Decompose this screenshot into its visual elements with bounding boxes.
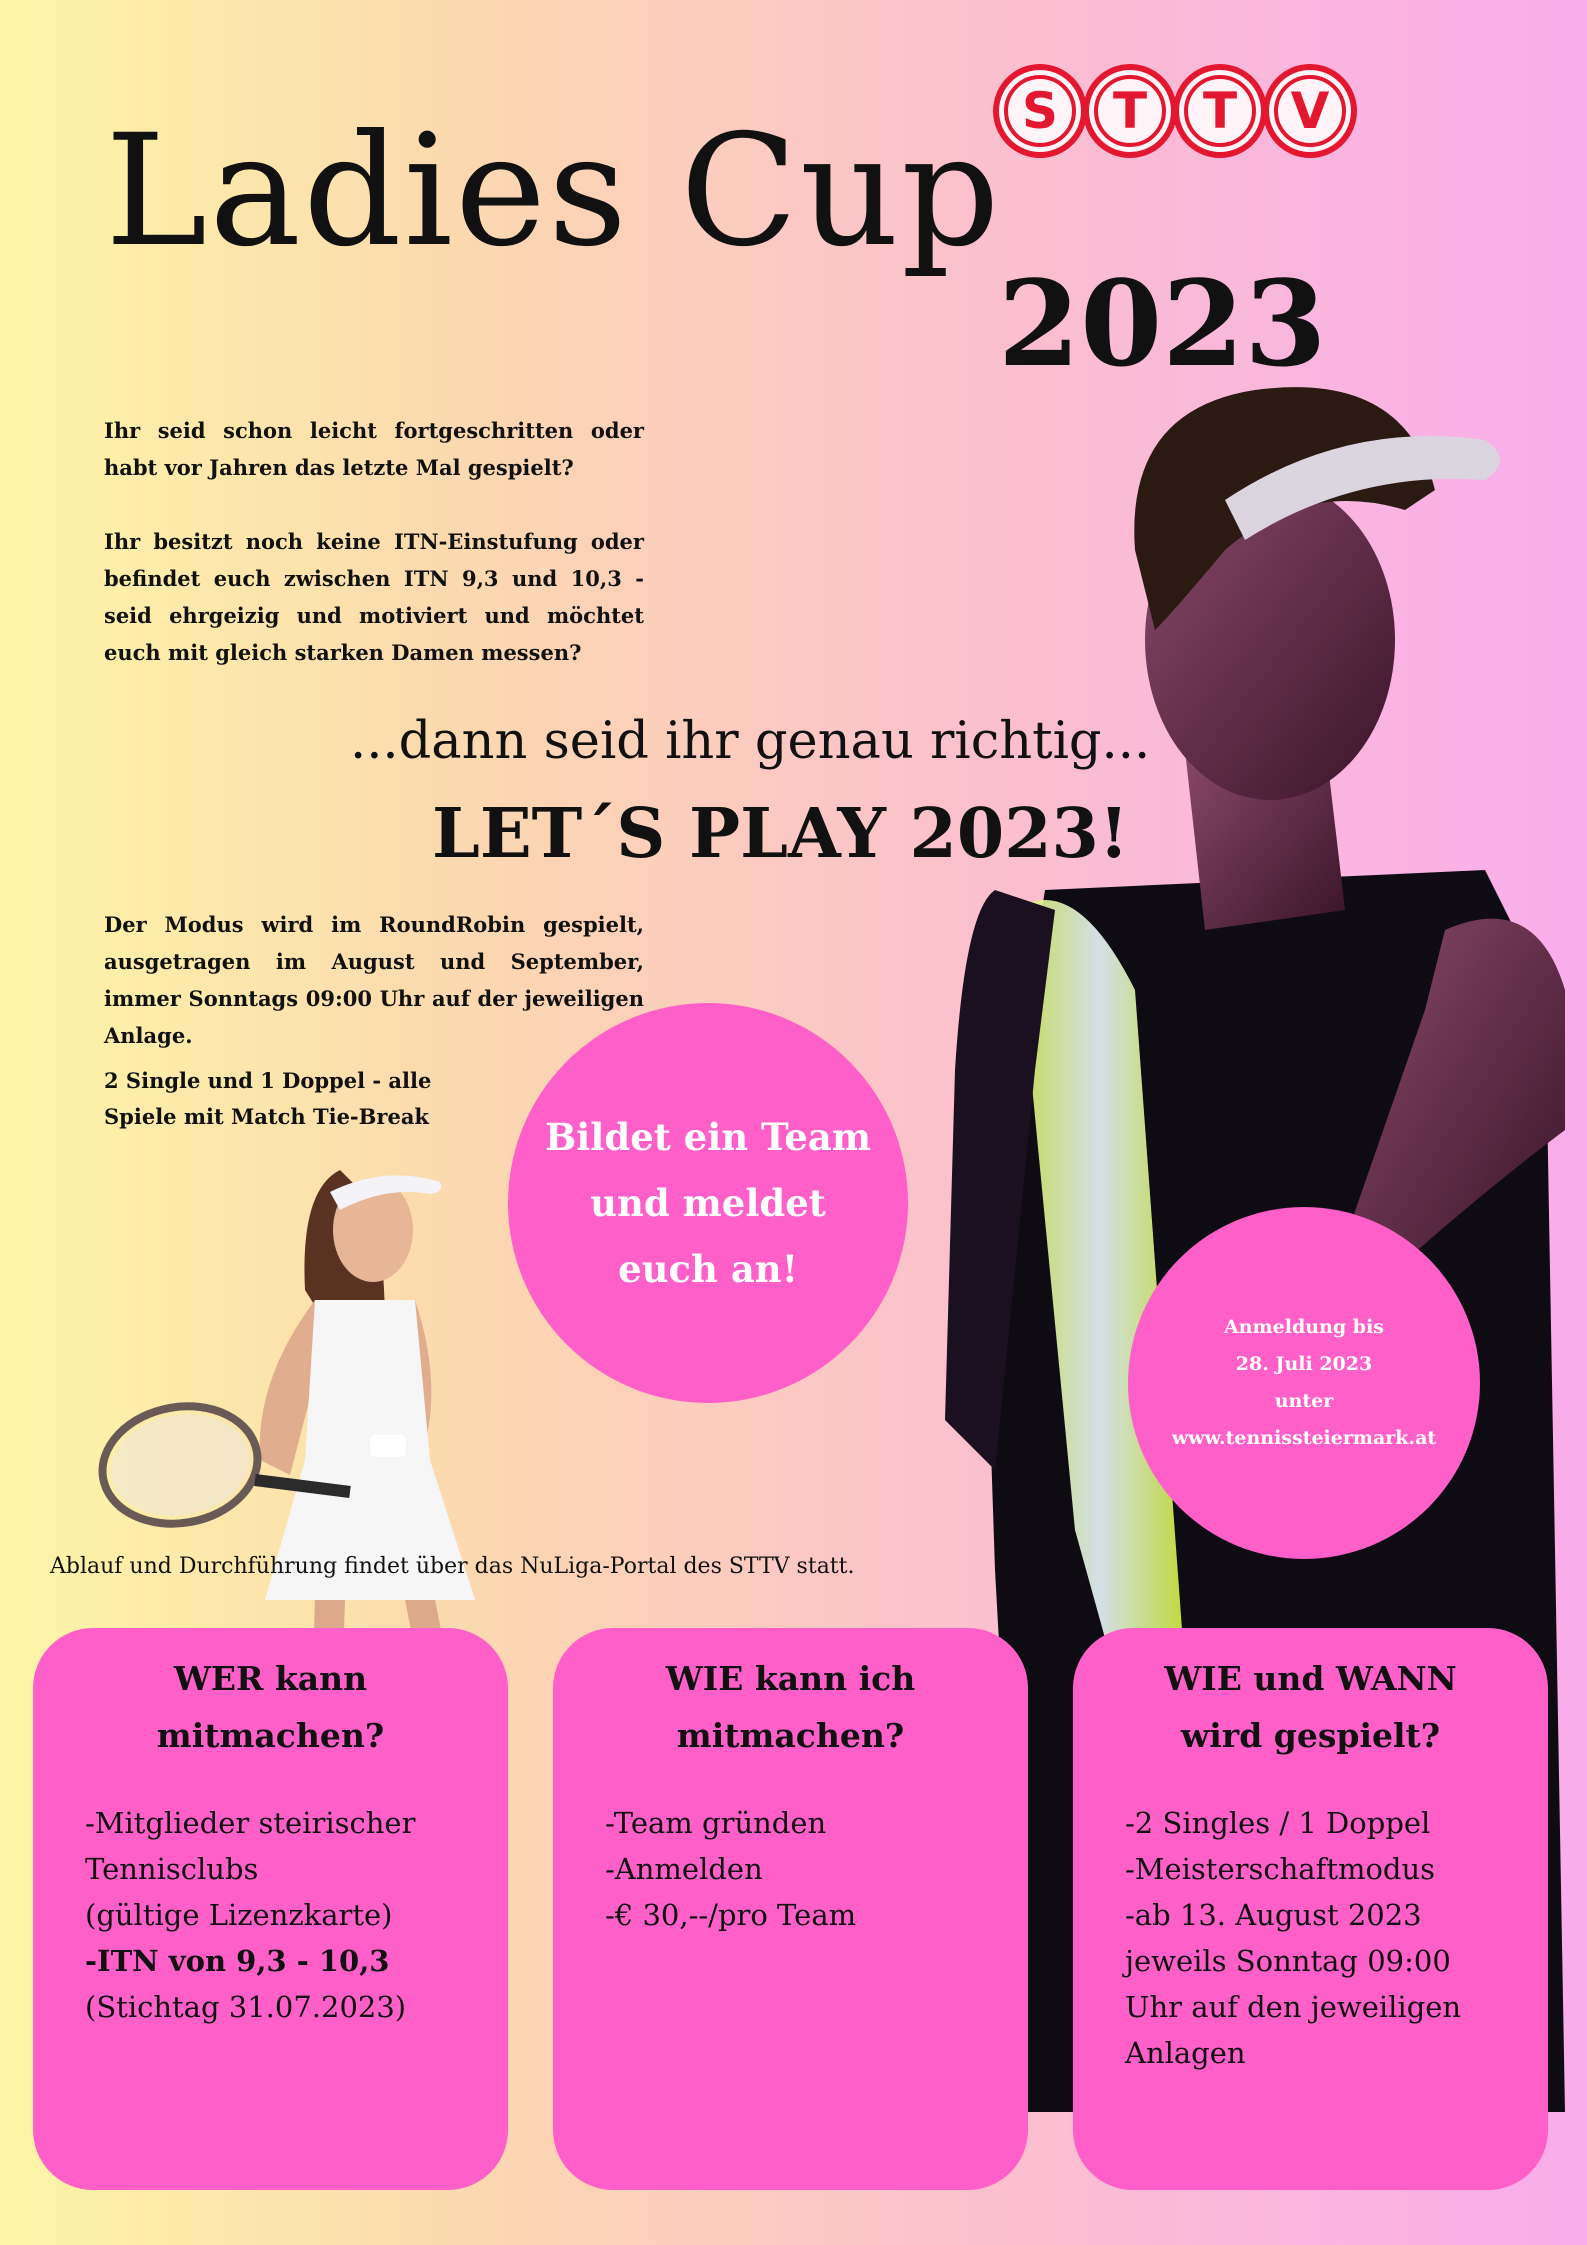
box-body <box>605 1800 1008 1938</box>
box-body <box>85 1800 488 2030</box>
format-line: 2 Single und 1 Doppel - alle <box>104 1068 432 1093</box>
box-line: -Meisterschaftmodus <box>1125 1852 1436 1886</box>
box-line: -ab 13. August 2023 <box>1125 1898 1422 1932</box>
box-heading <box>1073 1650 1548 1764</box>
logo-letter-ring <box>1083 64 1177 158</box>
box-heading-line: WIE kann ich <box>665 1659 916 1698</box>
box-heading <box>553 1650 1028 1764</box>
info-box-who <box>33 1628 508 2190</box>
box-line: -Mitglieder steirischer <box>85 1806 416 1840</box>
info-box-when <box>1073 1628 1548 2190</box>
box-heading <box>33 1650 508 1764</box>
box-heading-line: mitmachen? <box>676 1716 905 1755</box>
format-paragraph <box>104 1063 431 1135</box>
intro-paragraph-1: Ihr seid schon leicht fortgeschritten oder habt vor Jahren das letzte Mal gespielt? <box>104 418 644 480</box>
team-callout-line: Bildet ein Team <box>544 1115 872 1159</box>
logo-letter-ring <box>993 64 1087 158</box>
box-line: Anlagen <box>1125 2036 1246 2070</box>
logo-letter: T <box>1112 82 1148 140</box>
box-line: (gültige Lizenzkarte) <box>85 1898 393 1932</box>
logo-letter-ring <box>1173 64 1267 158</box>
logo-letter: S <box>1021 82 1058 140</box>
tagline: ...dann seid ihr genau richtig... <box>350 712 1151 771</box>
title-year: 2023 <box>998 254 1327 393</box>
logo-letter: V <box>1290 82 1330 140</box>
box-line: -2 Singles / 1 Doppel <box>1125 1806 1431 1840</box>
box-line: -€ 30,--/pro Team <box>605 1898 857 1932</box>
intro-paragraph-2: Ihr besitzt noch keine ITN-Einstufung oder befindet euch zwischen ITN 9,3 und 10,3 - seid ehrgeizig und motiviert und möchtet euch mit gleich starken Damen messen? <box>104 529 644 665</box>
box-line: -ITN von 9,3 - 10,3 <box>85 1944 390 1978</box>
team-callout-line: euch an! <box>618 1247 798 1291</box>
box-line: (Stichtag 31.07.2023) <box>85 1990 407 2024</box>
box-heading-line: wird gespielt? <box>1180 1716 1441 1755</box>
format-line: Spiele mit Match Tie-Break <box>104 1104 429 1129</box>
team-callout-circle <box>508 1003 908 1403</box>
registration-deadline-circle <box>1128 1207 1480 1559</box>
headline: LET´S PLAY 2023! <box>432 794 1129 874</box>
deadline-line: unter <box>1274 1390 1334 1412</box>
box-heading-line: WER kann <box>173 1659 368 1698</box>
box-line: Tennisclubs <box>85 1852 259 1886</box>
deadline-url: www.tennissteiermark.at <box>1171 1427 1437 1449</box>
info-box-how <box>553 1628 1028 2190</box>
box-line: -Team gründen <box>605 1806 827 1840</box>
nuliga-note: Ablauf und Durchführung findet über das NuLiga-Portal des STTV statt. <box>50 1554 855 1579</box>
box-line: Uhr auf den jeweiligen <box>1125 1990 1462 2024</box>
deadline-line: 28. Juli 2023 <box>1235 1353 1373 1375</box>
box-line: -Anmelden <box>605 1852 763 1886</box>
page-title: Ladies Cup <box>105 102 1002 281</box>
modus-paragraph: Der Modus wird im RoundRobin gespielt, ausgetragen im August und September, immer Sonntags 09:00 Uhr auf der jeweiligen Anlage. <box>104 912 644 1048</box>
sttv-logo <box>993 64 1355 164</box>
box-heading-line: mitmachen? <box>156 1716 385 1755</box>
logo-letter-ring <box>1263 64 1357 158</box>
team-callout-line: und meldet <box>590 1181 826 1225</box>
deadline-line: Anmeldung bis <box>1224 1316 1384 1338</box>
box-line: jeweils Sonntag 09:00 <box>1125 1944 1451 1978</box>
box-heading-line: WIE und WANN <box>1164 1659 1457 1698</box>
box-body <box>1125 1800 1528 2076</box>
logo-letter: T <box>1202 82 1238 140</box>
